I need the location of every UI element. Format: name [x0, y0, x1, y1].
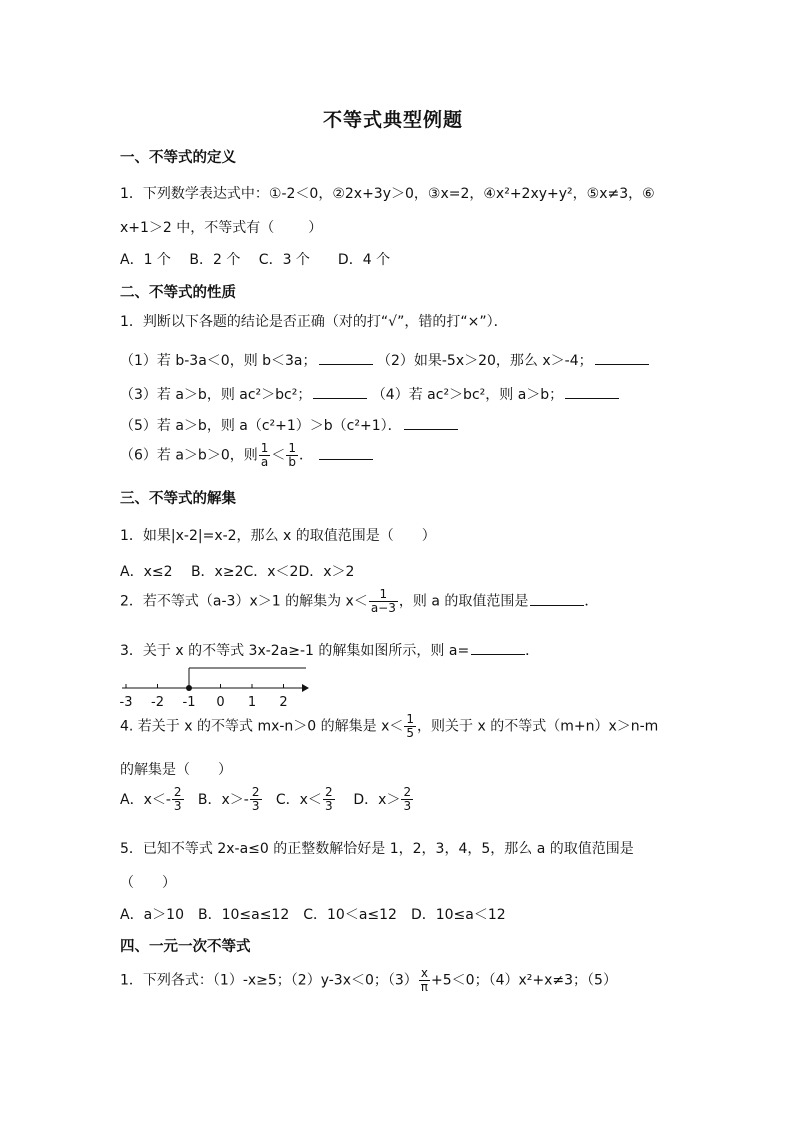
question-1-1-paren: ）: [308, 220, 323, 236]
fraction-x-over-pi: $\frac{x}{\pi}$: [420, 966, 429, 994]
fraction-1-over-a: $\frac{1}{a}$: [260, 441, 269, 469]
item-5: （5）若 a＞b，则 a（c²+1）＞b（c²+1）．: [120, 418, 402, 434]
question-3-4-line1: 4. 若关于 x 的不等式 mx-n＞0 的解集是 x＜ $\frac{1}{5}$ ，则关于 x 的不等式（m+n）x＞n-m: [120, 712, 659, 740]
number-line-label: -2: [151, 695, 164, 710]
page-title: 不等式典型例题: [323, 109, 464, 131]
section-heading-4: 四、一元一次不等式: [120, 939, 251, 955]
item-3: （3）若 a＞b，则 ac²＞bc²；: [120, 387, 312, 403]
item-6: （6）若 a＞b＞0，则: [120, 447, 258, 464]
answer-blank-6[interactable]: [319, 447, 373, 460]
option-b[interactable]: B．x＞- $\frac{2}{3}$: [197, 785, 260, 813]
item-4: （4）若 ac²＞bc²，则 a＞b；: [371, 387, 564, 403]
question-2-1-items-1-2: [120, 350, 649, 370]
question-3-1: 1．如果|x-2|=x-2，那么 x 的取值范围是（ ）: [120, 528, 436, 544]
fraction-1-over-b: $\frac{1}{b}$: [288, 441, 297, 469]
question-1-1-line1: 1．下列数学表达式中：①-2＜0，②2x+3y＞0，③x=2，④x²+2xy+y²，⑤x≠3，⑥: [120, 186, 655, 202]
answer-blank-2[interactable]: [595, 352, 649, 365]
answer-blank-5[interactable]: [404, 417, 458, 430]
answer-blank-q3-3[interactable]: [471, 642, 525, 655]
question-3-4-options: [120, 786, 414, 813]
number-line-label: 0: [216, 695, 225, 710]
question-3-3: 3．关于 x 的不等式 3x-2a≥-1 的解集如图所示，则 a= ．: [120, 643, 540, 659]
question-3-5-line1: 5．已知不等式 2x-a≤0 的正整数解恰好是 1，2，3，4，5，那么 a 的取值范围是: [120, 841, 634, 857]
question-2-1-stem: 1．判断以下各题的结论是否正确（对的打“√”，错的打“×”）．: [120, 314, 508, 330]
number-line-label: -3: [120, 695, 133, 710]
number-line-label: 1: [247, 695, 257, 710]
solution-point: [186, 685, 192, 691]
section-heading-2: 二、不等式的性质: [120, 285, 236, 301]
option-c[interactable]: C．x＜ $\frac{2}{3}$: [275, 785, 333, 813]
number-line-arrow: [302, 684, 309, 692]
question-3-5-options: A．a＞10 B．10≤a≤12 C．10＜a≤12 D．10≤a＜12: [120, 907, 506, 923]
question-2-1-item-5: [120, 415, 458, 435]
question-2-1-items-3-4: [120, 384, 619, 404]
answer-blank-4[interactable]: [565, 386, 619, 399]
option-a[interactable]: A．x＜- $\frac{2}{3}$: [120, 785, 182, 813]
question-3-1-options: A．x≤2 B．x≥2C．x＜2D．x＞2: [120, 564, 355, 580]
question-3-2: 2．若不等式（a-3）x＞1 的解集为 x＜ $\frac{1}{a-3}$ ，则 a 的取值范围是 ．: [120, 587, 599, 615]
item-1: （1）若 b-3a＜0，则 b＜3a；: [120, 353, 317, 369]
question-1-1-text: x+1＞2 中，不等式有（: [120, 220, 275, 236]
number-line-figure: [120, 664, 310, 712]
section-heading-1: 一、不等式的定义: [120, 150, 236, 166]
option-d[interactable]: D．x＞ $\frac{2}{3}$: [353, 785, 412, 813]
fraction-1-over-5: $\frac{1}{5}$: [406, 712, 415, 740]
question-1-1-options: A．1 个 B．2 个 C．3 个 D．4 个: [120, 252, 391, 268]
answer-blank-3[interactable]: [313, 386, 367, 399]
answer-blank-1[interactable]: [319, 352, 373, 365]
item-2: （2）如果-5x＞20，那么 x＞-4；: [376, 353, 593, 369]
fraction-1-over-a-minus-3: $\frac{1}{a-3}$: [370, 587, 396, 615]
question-1-1-line2: [120, 217, 322, 237]
question-3-4-line2: 的解集是（ ）: [120, 762, 232, 778]
number-line-label: -1: [182, 695, 196, 710]
section-heading-3: 三、不等式的解集: [120, 491, 236, 507]
question-4-1: 1．下列各式：（1）-x≥5；（2）y-3x＜0；（3） $\frac{x}{\pi}$ +5＜0；（4）x²+x≠3；（5）: [120, 966, 617, 994]
number-line-label: 2: [279, 695, 288, 710]
question-3-5-line2: （ ）: [120, 875, 176, 891]
question-2-1-item-6: （6）若 a＞b＞0，则 $\frac{1}{a}$ ＜ $\frac{1}{b}$ ．: [120, 442, 373, 469]
answer-blank-q3-2[interactable]: [530, 593, 584, 606]
